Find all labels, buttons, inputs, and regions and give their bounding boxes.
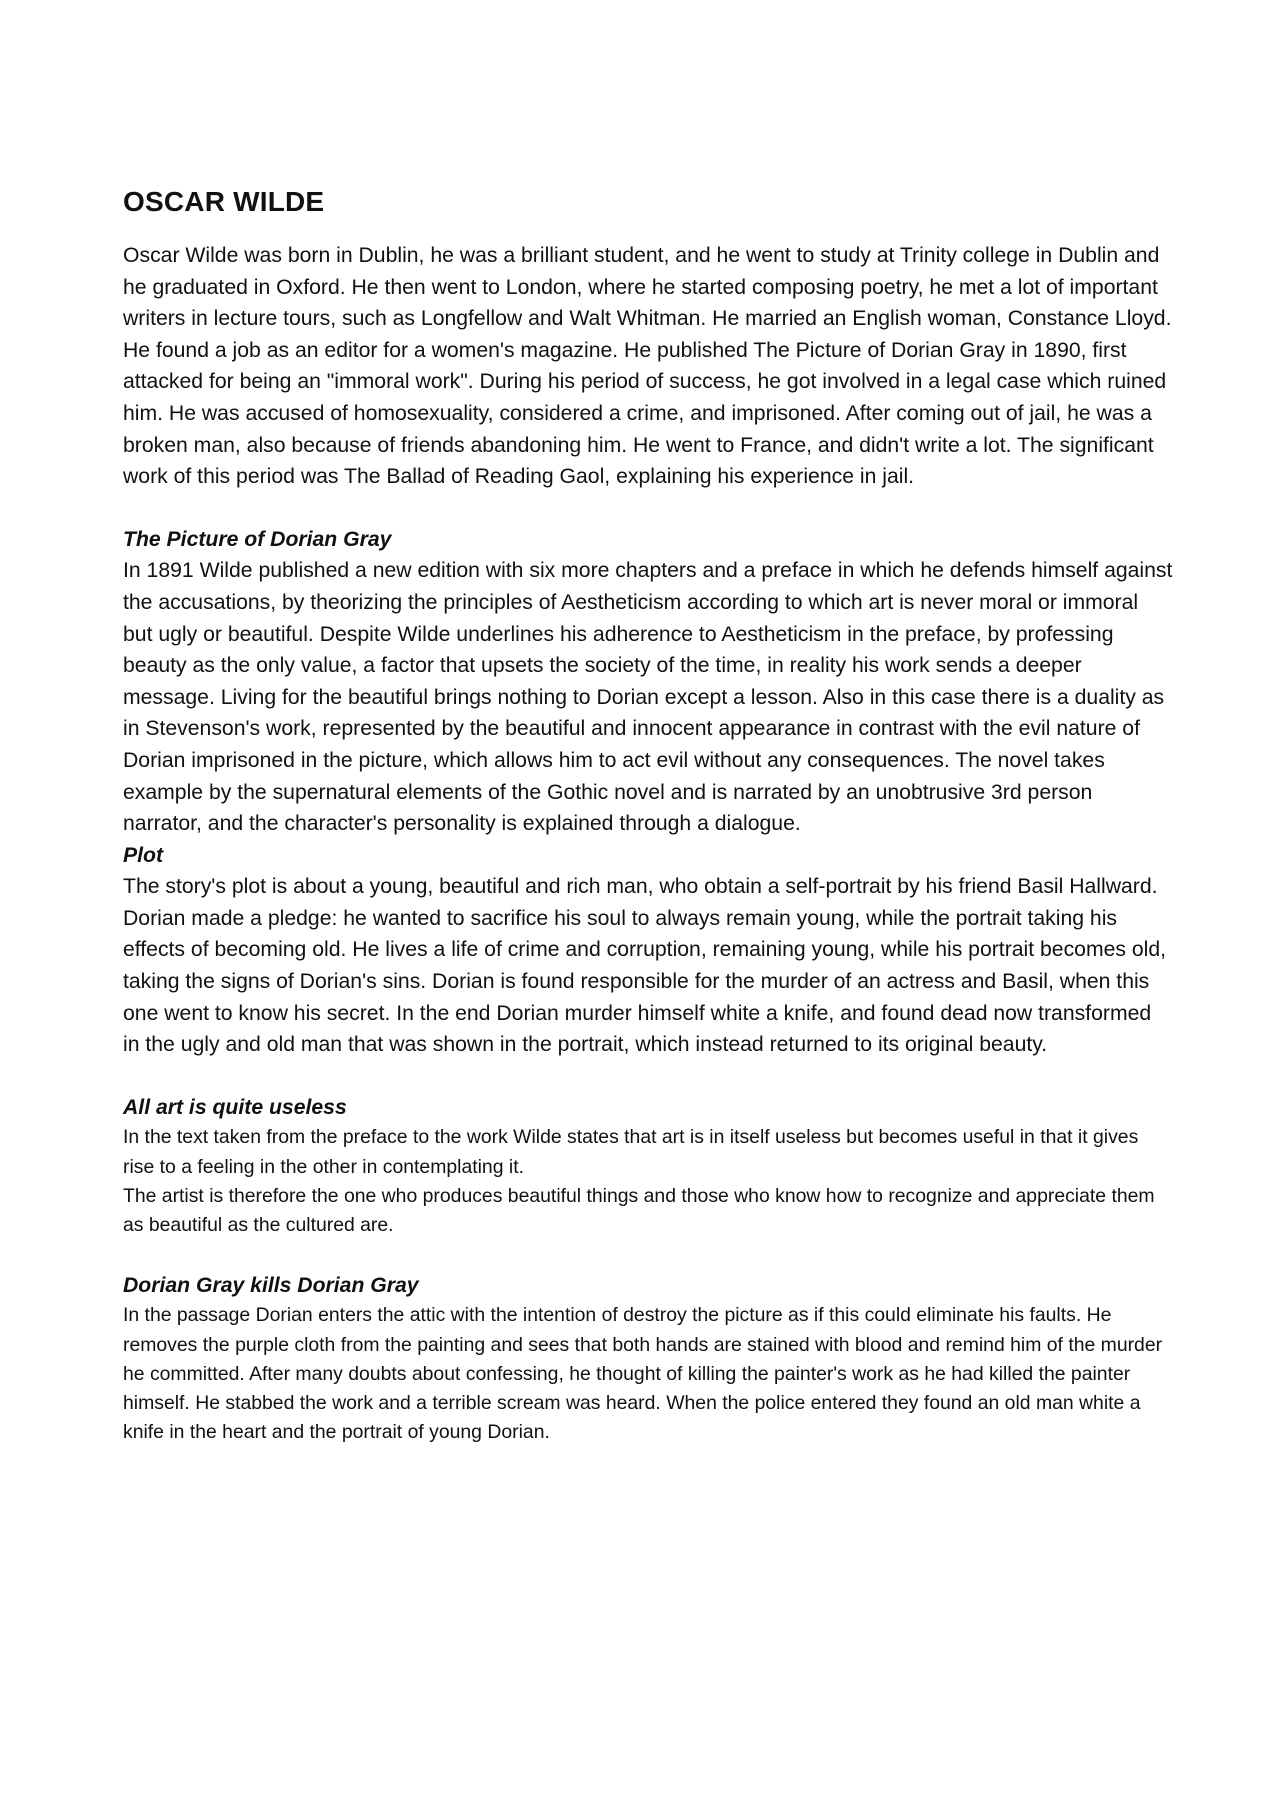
dorian-kills-paragraph: In the passage Dorian enters the attic with the intention of destroy the picture as if this could eliminate his faults. He removes the purple cloth from the painting and sees that both hands are stained with blood and remind him of the murder he committed. After many doubts about confessing, he thought of killing the painter's work as he had killed the painter himself. He stabbed the work and a terrible scream was heard. When the police entered they found an old man white a knife in the heart and the portrait of young Dorian. [123,1304,1163,1444]
dorian-gray-section [123,524,1173,840]
art-useless-paragraph-1: In the text taken from the preface to the work Wilde states that art is in itself useless but becomes useful in that it gives rise to a feeling in the other in contemplating it. [123,1126,1139,1178]
art-useless-section [123,1092,1173,1241]
plot-paragraph: The story's plot is about a young, beautiful and rich man, who obtain a self-portrait by his friend Basil Hallward. Dorian made a pledge: he wanted to sacrifice his soul to always remain young, while the portrait taking his effects of becoming old. He lives a life of crime and corruption, remaining young, while his portrait becomes old, taking the signs of Dorian's sins. Dorian is found responsible for the murder of an actress and Basil, when this one went to know his secret. In the end Dorian murder himself white a knife, and found dead now transformed in the ugly and old man that was shown in the portrait, which instead returned to its original beauty. [123,875,1167,1057]
dorian-gray-heading: The Picture of Dorian Gray [123,527,392,551]
document-title: OSCAR WILDE [123,186,325,217]
art-useless-paragraph-2: The artist is therefore the one who produces beautiful things and those who know how to recognize and appreciate them as beautiful as the cultured are. [123,1185,1155,1237]
dorian-kills-heading: Dorian Gray kills Dorian Gray [123,1273,419,1297]
section-spacer [123,493,1173,524]
plot-heading: Plot [123,843,164,867]
plot-section [123,840,1173,1061]
biography-paragraph: Oscar Wilde was born in Dublin, he was a brilliant student, and he went to study at Trinity college in Dublin and he graduated in Oxford. He then went to London, where he started composing poetry, he met a lot of important writers in lecture tours, such as Longfellow and Walt Whitman. He married an English woman, Constance Lloyd. He found a job as an editor for a women's magazine. He published The Picture of Dorian Gray in 1890, first attacked for being an "immoral work". During his period of success, he got involved in a legal case which ruined him. He was accused of homosexuality, considered a crime, and imprisoned. After coming out of jail, he was a broken man, also because of friends abandoning him. He went to France, and didn't write a lot. The significant work of this period was The Ballad of Reading Gaol, explaining his experience in jail. [123,244,1172,489]
section-spacer [123,1061,1173,1092]
section-spacer [123,1241,1173,1270]
dorian-kills-section [123,1270,1173,1448]
document-page [123,184,1173,1448]
art-useless-heading: All art is quite useless [123,1095,347,1119]
dorian-gray-paragraph: In 1891 Wilde published a new edition with six more chapters and a preface in which he defends himself against the accusations, by theorizing the principles of Aestheticism according to which art is never moral or immoral but ugly or beautiful. Despite Wilde underlines his adherence to Aestheticism in the preface, by professing beauty as the only value, a factor that upsets the society of the time, in reality his work sends a deeper message. Living for the beautiful brings nothing to Dorian except a lesson. Also in this case there is a duality as in Stevenson's work, represented by the beautiful and innocent appearance in contrast with the evil nature of Dorian imprisoned in the picture, which allows him to act evil without any consequences. The novel takes example by the supernatural elements of the Gothic novel and is narrated by an unobtrusive 3rd person narrator, and the character's personality is explained through a dialogue. [123,559,1173,836]
